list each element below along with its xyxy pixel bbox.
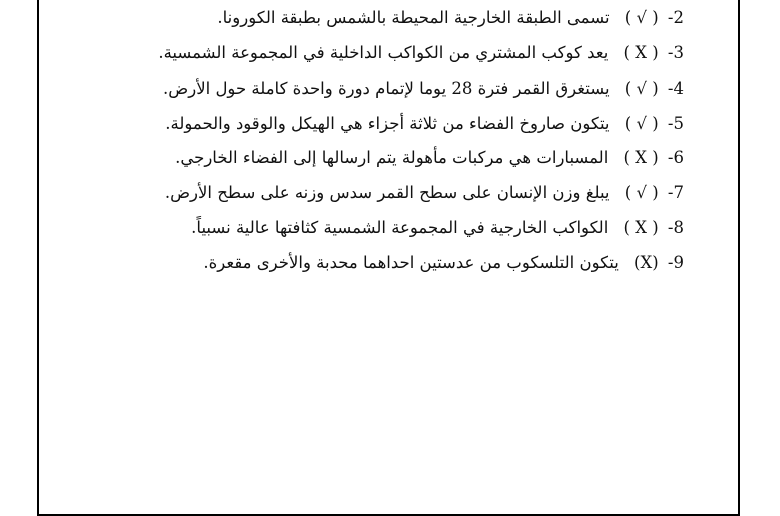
statement-item-6 [175,147,684,169]
statement-item-9 [203,252,684,274]
statement-text: المسبارات هي مركبات مأهولة يتم ارسالها إلى الفضاء الخارجي. [175,148,609,167]
item-number: 7- [667,183,684,202]
item-number: 9- [667,253,684,272]
statement-item-8 [191,217,684,239]
answer-mark: ( √ ) [624,79,659,98]
item-number: 5- [667,114,684,133]
answer-mark: ( X ) [623,218,659,237]
statement-item-7 [165,182,684,204]
statement-text: الكواكب الخارجية في المجموعة الشمسية كثافتها عالية نسبياً. [191,218,609,237]
statement-text: يعد كوكب المشتري من الكواكب الداخلية في المجموعة الشمسية. [158,43,609,62]
statement-text: يبلغ وزن الإنسان على سطح القمر سدس وزنه على سطح الأرض. [164,183,610,202]
statement-item-4 [163,78,684,100]
item-number: 6- [667,148,684,167]
statement-item-2 [217,7,684,29]
statement-text: تسمى الطبقة الخارجية المحيطة بالشمس بطبقة الكورونا. [217,8,610,27]
answer-mark: (X) [634,253,659,272]
statement-text: يتكون صاروخ الفضاء من ثلاثة أجزاء هي الهيكل والوقود والحمولة. [165,114,610,133]
answer-mark: ( √ ) [624,183,659,202]
answer-mark: ( √ ) [624,114,659,133]
statement-item-3 [158,42,684,64]
statement-text: يستغرق القمر فترة 28 يوما لإتمام دورة واحدة كاملة حول الأرض. [163,79,610,98]
statement-text: يتكون التلسكوب من عدستين احداهما محدبة والأخرى مقعرة. [203,253,619,272]
item-number: 3- [667,43,684,62]
statement-item-5 [165,113,684,135]
answer-mark: ( X ) [623,43,659,62]
answer-mark: ( X ) [623,148,659,167]
answer-mark: ( √ ) [624,8,659,27]
item-number: 2- [667,8,684,27]
item-number: 8- [667,218,684,237]
item-number: 4- [667,79,684,98]
